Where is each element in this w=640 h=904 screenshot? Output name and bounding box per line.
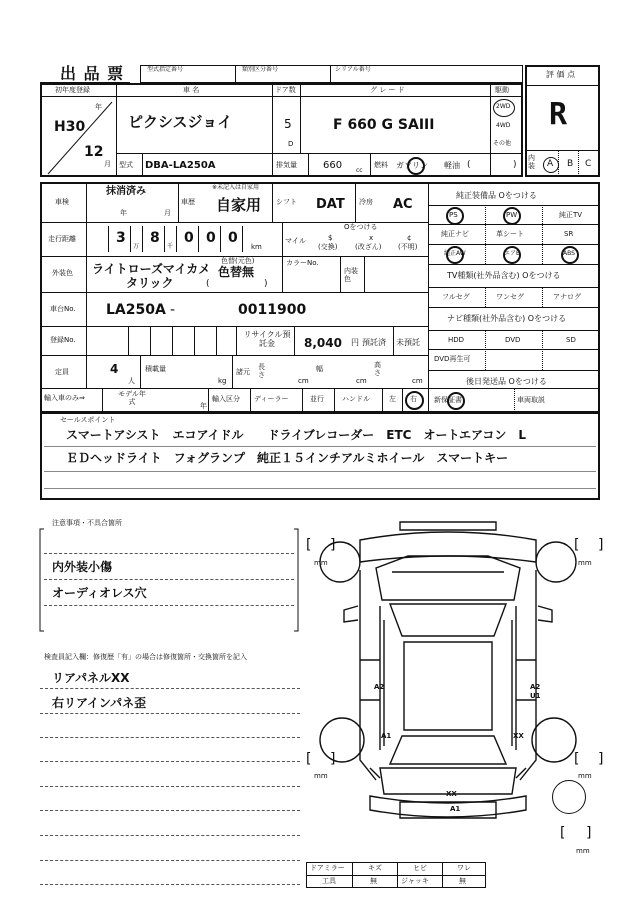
chassis-number: 0011900 xyxy=(238,302,307,318)
load-label: 積載量 xyxy=(145,365,166,373)
divider xyxy=(130,226,131,252)
inspector-rule xyxy=(40,835,300,836)
inspect-month: 月 xyxy=(164,209,171,217)
divider xyxy=(232,356,233,388)
divider xyxy=(340,257,341,292)
divider xyxy=(294,327,295,355)
doors-label: ドア数 xyxy=(275,86,296,94)
inspector-rule xyxy=(40,761,300,762)
color-value-2: タリック xyxy=(126,276,174,290)
divider xyxy=(216,327,217,355)
divider xyxy=(116,153,521,154)
inspector-line-2: 右リアインパネ歪 xyxy=(52,696,147,710)
divider xyxy=(176,226,177,252)
tire-bracket-fl-r: ] xyxy=(330,537,336,553)
mile-label: マイル xyxy=(285,237,306,245)
chassis-prefix: LA250A xyxy=(106,302,166,318)
divider xyxy=(302,389,303,412)
divider xyxy=(140,356,141,388)
inspector-rule xyxy=(40,860,300,861)
divider xyxy=(220,226,221,252)
divider xyxy=(272,154,273,176)
tire-bracket-sp-l: [ xyxy=(560,825,566,841)
dvd-play: DVD再生可 xyxy=(434,355,471,363)
handle-left: 左 xyxy=(389,395,396,403)
sales-line-1: スマートアシスト エコアイドル ドライブレコーダー ETC オートエアコン L xyxy=(66,428,527,442)
interior-c: C xyxy=(585,159,592,169)
divider xyxy=(364,257,365,292)
equip-leather: 革シート xyxy=(496,230,524,238)
damage-a2-right: A2 xyxy=(530,683,541,691)
shift-label: シフト xyxy=(276,198,297,206)
divider xyxy=(41,96,521,97)
exchange-sym: $ xyxy=(328,234,333,242)
inspector-rule xyxy=(40,737,300,738)
divider xyxy=(370,154,371,176)
note-line-2: オーディオレス穴 xyxy=(52,586,147,600)
divider xyxy=(150,327,151,355)
equip-tv: 純正TV xyxy=(559,211,583,219)
recycle-deposited: 預託済 xyxy=(362,338,386,347)
divider xyxy=(334,389,335,412)
reg-year: H30 xyxy=(54,119,86,135)
navi-dvd: DVD xyxy=(505,336,521,344)
exchange: (交換) xyxy=(318,243,338,251)
divider xyxy=(429,264,599,265)
fuel-diesel: 軽油 xyxy=(444,161,460,170)
model-year-suffix: 年 xyxy=(200,402,207,410)
recycle-yen: 円 xyxy=(351,338,359,347)
name-label: 車 名 xyxy=(183,86,200,94)
drive-other: その他 xyxy=(493,140,512,147)
divider xyxy=(108,226,109,252)
mileage-d2: 8 xyxy=(150,230,160,246)
form-title: 出 品 票 xyxy=(60,64,125,83)
divider xyxy=(429,349,599,350)
color-value-1: ライトローズマイカメ xyxy=(92,262,211,276)
import-parallel: 並行 xyxy=(310,395,324,403)
equip-abs: ABS xyxy=(563,250,575,257)
divider xyxy=(558,150,559,176)
divider xyxy=(352,863,353,887)
divider xyxy=(282,257,283,292)
legend-tools: 工具 xyxy=(322,877,336,885)
mileage-km: km xyxy=(251,243,262,251)
divider xyxy=(578,150,579,176)
damage-a1-left: A1 xyxy=(381,732,392,740)
rating-value: R xyxy=(549,97,568,132)
damage-xx-rear: XX xyxy=(446,790,457,798)
fuel-gasoline: ガソリン xyxy=(396,161,428,170)
tire-mm-rr: mm xyxy=(578,772,592,780)
mileage-d1: 3 xyxy=(116,230,126,246)
equip-ps: PS xyxy=(449,211,458,219)
divider xyxy=(41,388,599,389)
divider xyxy=(41,355,428,356)
mileage-d4: 0 xyxy=(206,230,216,246)
equip-title: 純正装備品 Oをつける xyxy=(456,191,537,200)
history-value: 自家用 xyxy=(216,196,262,214)
divider xyxy=(429,307,599,308)
interior-label: 内装 xyxy=(528,154,535,170)
legend-tools-none: 無 xyxy=(370,877,377,885)
divider xyxy=(428,183,429,412)
reg-diagonal xyxy=(44,98,114,176)
divider xyxy=(393,327,394,355)
divider xyxy=(194,327,195,355)
tire-bracket-rr-l: [ xyxy=(574,751,580,767)
width-cm: cm xyxy=(356,377,367,385)
reg-label: 初年度登録 xyxy=(55,86,90,94)
chassis-dash: - xyxy=(170,302,176,318)
tire-bracket-fr-r: ] xyxy=(598,537,604,553)
header-id-box xyxy=(140,65,523,83)
divider xyxy=(542,287,543,307)
drive-2wd: 2WD xyxy=(496,103,511,110)
rule xyxy=(44,471,596,472)
legend-break: ワレ xyxy=(457,864,471,872)
disp-unit: cc xyxy=(356,167,363,174)
note-rule xyxy=(44,579,294,580)
car-name: ピクシスジョイ xyxy=(128,113,233,131)
tire-mm-sp: mm xyxy=(576,847,590,855)
equip-aw: 純正AW xyxy=(444,250,466,257)
import-class-label: 輸入区分 xyxy=(212,395,240,403)
tv-fullseg: フルセグ xyxy=(442,293,470,301)
sales-label: セールスポイント xyxy=(60,416,116,424)
note-line-1: 内外装小傷 xyxy=(52,560,113,574)
navi-sd: SD xyxy=(566,336,576,344)
recycle-value: 8,040 xyxy=(304,336,342,350)
divider xyxy=(235,65,236,83)
damage-u1: U1 xyxy=(530,692,541,700)
divider xyxy=(429,370,599,371)
tire-mm-rl: mm xyxy=(314,772,328,780)
tire-mm-fl: mm xyxy=(314,559,328,567)
divider xyxy=(128,327,129,355)
inspector-rule xyxy=(40,713,300,714)
divider xyxy=(242,226,243,252)
divider xyxy=(178,183,179,222)
length-label: 長さ xyxy=(258,363,265,379)
divider xyxy=(272,183,273,222)
interior-b: B xyxy=(567,159,574,169)
equip-sr: SR xyxy=(564,230,574,238)
interior-a: A xyxy=(547,159,554,169)
divider xyxy=(41,326,428,327)
unknown-sym: ¢ xyxy=(407,234,412,242)
length-cm: cm xyxy=(298,377,309,385)
width-label: 幅 xyxy=(316,365,323,373)
mileage-d3: 0 xyxy=(184,230,194,246)
damage-xx-right: XX xyxy=(513,732,524,740)
ac-label: 冷房 xyxy=(359,198,373,206)
divider xyxy=(102,389,103,412)
recycle-label: リサイクル預託金 xyxy=(243,330,291,348)
tire-bracket-sp-r: ] xyxy=(586,825,592,841)
divider xyxy=(429,244,599,245)
door-count: 5 xyxy=(284,117,292,131)
legend-mirror: ドアミラー xyxy=(310,864,345,872)
divider xyxy=(300,84,301,153)
divider xyxy=(41,292,428,293)
sales-line-2: ＥＤヘッドライト フォグランプ 純正１５インチアルミホイール スマートキー xyxy=(66,451,509,465)
note-rule xyxy=(44,553,294,554)
shift-value: DAT xyxy=(316,197,345,212)
divider xyxy=(490,84,491,176)
rating-label: 評 価 点 xyxy=(546,70,576,79)
recycle-undeposited: 未預託 xyxy=(396,338,420,347)
ac-value: AC xyxy=(393,197,413,212)
tire-bracket-rl-l: [ xyxy=(306,751,312,767)
divider xyxy=(485,287,486,307)
grade-label: グ レ ー ド xyxy=(370,86,405,94)
divider xyxy=(397,863,398,887)
navi-title: ナビ種類(社外品含む) Oをつける xyxy=(447,314,567,323)
chassis-label: 車台No. xyxy=(50,305,76,313)
color-no-label: カラーNo. xyxy=(286,259,319,267)
reg-no-label: 登録No. xyxy=(50,336,76,344)
divider xyxy=(429,287,599,288)
fuel-gasoline-circle xyxy=(407,157,425,175)
reg-month: 12 xyxy=(84,144,104,160)
divider xyxy=(514,389,515,412)
drive-label: 駆動 xyxy=(495,86,509,94)
tv-analog: アナログ xyxy=(553,293,581,301)
rule xyxy=(44,446,596,447)
tire-bracket-rr-r: ] xyxy=(598,751,604,767)
divider xyxy=(198,226,199,252)
history-note: ※未記入は自家用 xyxy=(212,184,260,191)
damage-a1-rear: A1 xyxy=(450,805,461,813)
manual: 車両取説 xyxy=(517,396,545,404)
fuel-label: 燃料 xyxy=(374,161,388,169)
modified: (改ざん) xyxy=(355,243,382,251)
spare-tire xyxy=(552,780,586,814)
fuel-paren: ( xyxy=(467,160,471,170)
color-change-label: 色替(元色) xyxy=(221,257,255,265)
divider xyxy=(164,226,165,252)
equip-navi: 純正ナビ xyxy=(441,230,469,238)
height-cm: cm xyxy=(412,377,423,385)
legend-crack: ヒビ xyxy=(413,864,427,872)
divider xyxy=(355,183,356,222)
inspect-value: 抹消済み xyxy=(106,186,146,197)
tire-bracket-rl-r: ] xyxy=(330,751,336,767)
notes-label: 注意事項・不具合箇所 xyxy=(52,519,122,527)
divider xyxy=(142,226,143,252)
navi-hdd: HDD xyxy=(448,336,465,344)
mileage-digits xyxy=(108,226,268,252)
model-year-label: モデル年式 xyxy=(118,390,146,406)
grade-value: F 660 G SAIII xyxy=(333,117,435,133)
inspector-line-1: リアパネルXX xyxy=(52,671,130,685)
divider xyxy=(429,330,599,331)
disp-value: 660 xyxy=(323,160,343,171)
unknown: (不明) xyxy=(398,243,418,251)
color-change-value: 色替無 xyxy=(218,265,255,279)
divider xyxy=(402,389,403,412)
modified-sym: x xyxy=(369,234,374,242)
capacity-label: 定員 xyxy=(55,368,69,376)
dims-label: 諸元 xyxy=(236,368,250,376)
disp-label: 排気量 xyxy=(276,161,297,169)
serial-label: シリアル番号 xyxy=(335,66,371,73)
handle-right: 右 xyxy=(410,395,417,403)
mileage-man: 万 xyxy=(133,243,140,250)
height-label: 高さ xyxy=(374,361,381,377)
history-label: 車歴 xyxy=(181,198,195,206)
divider xyxy=(236,327,237,355)
divider xyxy=(442,863,443,887)
note-rule xyxy=(44,605,294,606)
tire-mm-fr: mm xyxy=(578,559,592,567)
inspector-rule xyxy=(40,810,300,811)
inspect-label: 車検 xyxy=(55,198,69,206)
inspector-label: 検査員記入欄：修復歴「有」の場合は修復箇所・交換箇所を記入 xyxy=(44,653,247,661)
later-title: 後日発送品 Oをつける xyxy=(466,377,547,386)
divider xyxy=(116,84,117,176)
divider xyxy=(526,85,599,86)
color-paren-r: ) xyxy=(264,279,268,289)
divider xyxy=(250,389,251,412)
inspector-rule xyxy=(40,884,300,885)
color-label: 外装色 xyxy=(52,269,73,277)
import-dealer: ディーラー xyxy=(254,395,289,403)
notes-bracket xyxy=(38,527,300,635)
mileage-sen: 千 xyxy=(167,243,174,250)
equip-pw: PW xyxy=(506,211,518,219)
inspect-year: 年 xyxy=(120,209,127,217)
inspector-rule xyxy=(40,688,300,689)
divider xyxy=(86,183,87,388)
capacity-value: 4 xyxy=(110,362,119,376)
door-d: D xyxy=(288,140,294,148)
handle-label: ハンドル xyxy=(342,395,370,403)
divider xyxy=(208,389,209,412)
inspector-rule xyxy=(40,786,300,787)
divider xyxy=(282,223,283,256)
rule xyxy=(44,488,596,489)
damage-a2-left: A2 xyxy=(374,683,385,691)
tv-oneseg: ワンセグ xyxy=(496,293,524,301)
type-label: 型式指定番号 xyxy=(147,66,184,73)
drive-4wd: 4WD xyxy=(496,122,511,129)
divider xyxy=(429,205,599,206)
load-unit: kg xyxy=(218,377,227,385)
month-suffix: 月 xyxy=(104,160,111,168)
divider xyxy=(307,875,485,876)
model-label: 型式 xyxy=(119,161,133,169)
divider xyxy=(542,205,543,264)
divider xyxy=(172,327,173,355)
tire-bracket-fl-l: [ xyxy=(306,537,312,553)
legend-scratch: キズ xyxy=(368,864,382,872)
equip-airbag: エアB xyxy=(504,250,521,257)
capacity-unit: 人 xyxy=(128,377,135,385)
legend-jack-none: 無 xyxy=(459,877,466,885)
mileage-d5: 0 xyxy=(228,230,238,246)
warranty: 新保証書 xyxy=(434,396,462,404)
mileage-label: 走行距離 xyxy=(48,235,76,243)
circle-note: Oをつける xyxy=(344,223,378,231)
divider xyxy=(308,154,309,176)
divider xyxy=(272,84,273,153)
divider xyxy=(485,205,486,264)
model-value: DBA-LA250A xyxy=(145,160,216,171)
divider xyxy=(485,330,486,370)
tire-bracket-fr-l: [ xyxy=(574,537,580,553)
interior-color-label: 内装色 xyxy=(344,267,358,283)
import-label: 輸入車のみ⇒ xyxy=(44,394,85,402)
divider xyxy=(382,389,383,412)
year-suffix: 年 xyxy=(95,103,102,111)
divider xyxy=(542,330,543,370)
fuel-paren-close: ) xyxy=(513,160,517,170)
divider xyxy=(526,150,599,151)
class-label: 類別区分番号 xyxy=(242,66,279,73)
divider xyxy=(142,154,143,176)
legend-jack: ジャッキ xyxy=(401,877,429,885)
divider xyxy=(330,65,331,83)
color-paren-l: ( xyxy=(206,279,210,289)
tv-title: TV種類(社外品含む) Oをつける xyxy=(447,271,561,280)
